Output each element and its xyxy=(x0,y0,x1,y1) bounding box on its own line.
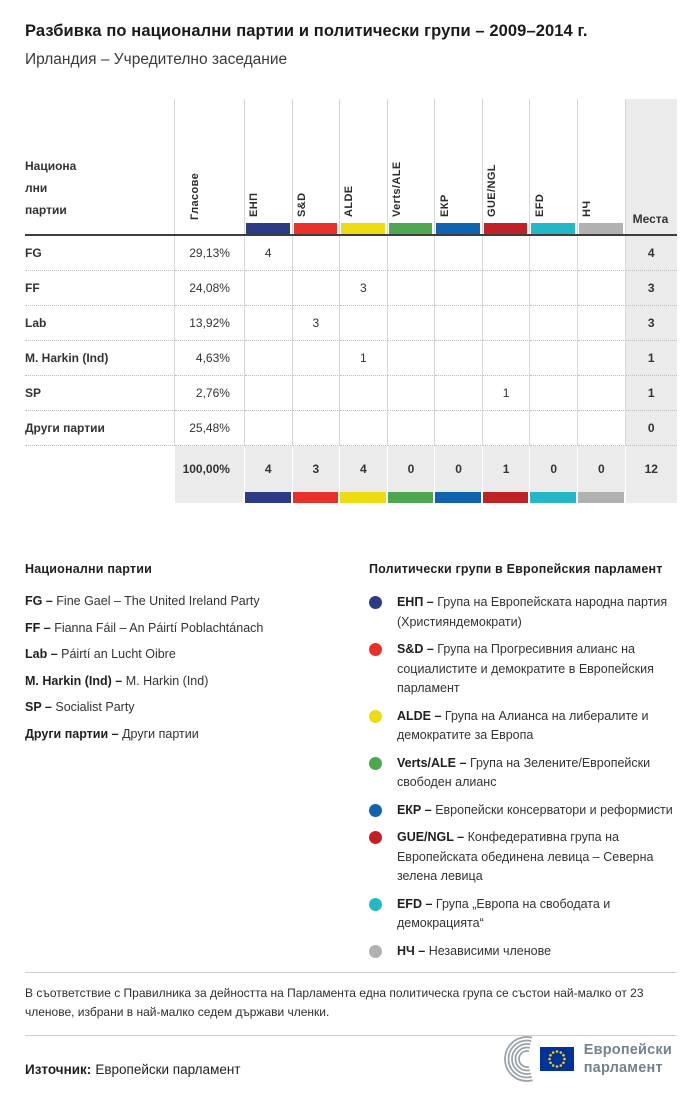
legend-party-item: FG – Fine Gael – The United Ireland Party xyxy=(25,594,260,608)
group-color-bar xyxy=(435,492,483,503)
total-votes-cell: 100,00% xyxy=(175,446,245,492)
table-row xyxy=(25,376,677,411)
legend-group-item: ALDE – Група на Алианса на либералите и демократите за Европа xyxy=(369,707,675,746)
votes-cell: 24,08% xyxy=(175,271,245,306)
legend-party-item: Lab – Páirtí an Lucht Oibre xyxy=(25,647,176,661)
header-group-nch: НЧ xyxy=(578,99,626,234)
legend-political-groups xyxy=(369,562,675,969)
seats-cell: 0 xyxy=(626,411,677,446)
group-color-bar xyxy=(483,492,531,503)
header-votes-label: Гласове xyxy=(189,172,202,220)
group-cell xyxy=(483,341,531,376)
group-cell xyxy=(388,271,436,306)
votes-cell: 29,13% xyxy=(175,236,245,271)
table-bottom-color-bars xyxy=(25,492,677,503)
group-color-bar xyxy=(484,223,528,234)
european-parliament-logo xyxy=(500,1034,672,1084)
legend-national-parties xyxy=(25,562,369,969)
header-group-ekr: ЕКР xyxy=(435,99,483,234)
group-color-dot xyxy=(369,757,382,770)
votes-cell: 4,63% xyxy=(175,341,245,376)
seats-cell: 1 xyxy=(626,376,677,411)
group-color-bar xyxy=(340,492,388,503)
table-total-row xyxy=(25,446,677,492)
group-cell xyxy=(578,411,626,446)
party-cell: FG xyxy=(25,236,175,271)
group-cell xyxy=(483,236,531,271)
header-votes xyxy=(175,99,245,234)
seats-cell: 1 xyxy=(626,341,677,376)
legend-group-item: GUE/NGL – Конфедеративна група на Европейската обединена левица – Северна зелена левица xyxy=(369,828,675,887)
group-cell xyxy=(578,271,626,306)
party-cell: FF xyxy=(25,271,175,306)
group-cell xyxy=(530,236,578,271)
header-national-parties-line: партии xyxy=(25,203,67,217)
group-color-dot xyxy=(369,898,382,911)
group-cell xyxy=(245,411,293,446)
ep-hemicycle-flag-icon xyxy=(500,1034,576,1084)
group-cell xyxy=(530,341,578,376)
legend-party-item: Други партии – Други партии xyxy=(25,726,199,741)
total-group-cell: 4 xyxy=(340,446,388,492)
group-cell: 3 xyxy=(340,271,388,306)
group-cell xyxy=(483,306,531,341)
total-group-cell: 0 xyxy=(530,446,578,492)
legend-group-item: EFD – Група „Европа на свободата и демокрацията“ xyxy=(369,895,675,934)
header-group-sd: S&D xyxy=(293,99,341,234)
group-cell xyxy=(340,411,388,446)
group-cell: 4 xyxy=(245,236,293,271)
legend-party-item: FF – Fianna Fáil – An Páirtí Poblachtánach xyxy=(25,620,264,635)
footnote-text: В съответствие с Правилника за дейността на Парламента една политическа група се състои най-малко от 23 членове, избрани в най-малко седем държави членки. xyxy=(25,986,644,1019)
footnote-section xyxy=(25,972,677,1036)
total-group-cell: 4 xyxy=(245,446,293,492)
seats-cell: 3 xyxy=(626,271,677,306)
votes-cell: 2,76% xyxy=(175,376,245,411)
group-color-dot xyxy=(369,945,382,958)
total-group-cell: 1 xyxy=(483,446,531,492)
group-color-dot xyxy=(369,596,382,609)
total-seats-cell: 12 xyxy=(626,446,677,492)
total-party-cell xyxy=(25,446,175,492)
group-cell xyxy=(578,376,626,411)
group-color-bar xyxy=(389,223,433,234)
group-cell xyxy=(293,341,341,376)
group-cell xyxy=(340,376,388,411)
group-cell: 1 xyxy=(340,341,388,376)
group-cell xyxy=(483,271,531,306)
group-color-dot xyxy=(369,710,382,723)
header-seats: Места xyxy=(626,99,677,234)
table-row xyxy=(25,271,677,306)
legend-group-item: ЕКР – Европейски консерватори и реформисти xyxy=(369,801,675,821)
group-cell xyxy=(388,411,436,446)
group-cell xyxy=(530,271,578,306)
total-group-cell: 3 xyxy=(293,446,341,492)
group-cell xyxy=(435,341,483,376)
seats-cell: 3 xyxy=(626,306,677,341)
group-cell xyxy=(435,306,483,341)
legend-group-item: Verts/ALE – Група на Зелените/Европейски свободен алианс xyxy=(369,754,675,793)
legend-party-item: SP – Socialist Party xyxy=(25,700,135,714)
group-cell xyxy=(293,411,341,446)
total-group-cell: 0 xyxy=(388,446,436,492)
legend-group-item: ЕНП – Група на Европейската народна партия (Християндемократи) xyxy=(369,593,675,632)
header-group-verts-ale: Verts/ALE xyxy=(388,99,436,234)
group-color-bar xyxy=(436,223,480,234)
group-cell xyxy=(293,376,341,411)
group-cell xyxy=(435,411,483,446)
group-color-dot xyxy=(369,804,382,817)
header-group-gue-ngl: GUE/NGL xyxy=(483,99,531,234)
group-color-bar xyxy=(293,492,341,503)
group-cell xyxy=(435,236,483,271)
group-color-bar xyxy=(531,223,575,234)
group-color-bar xyxy=(388,492,436,503)
group-color-bar xyxy=(246,223,290,234)
results-table xyxy=(25,99,677,503)
header-group-enp: ЕНП xyxy=(245,99,293,234)
group-color-bar xyxy=(341,223,385,234)
header-group-efd: EFD xyxy=(530,99,578,234)
group-color-bar xyxy=(579,223,623,234)
votes-cell: 13,92% xyxy=(175,306,245,341)
party-cell: Други партии xyxy=(25,411,175,446)
votes-cell: 25,48% xyxy=(175,411,245,446)
group-cell xyxy=(530,306,578,341)
legend-group-item: НЧ – Независими членове xyxy=(369,942,675,962)
group-cell xyxy=(388,376,436,411)
table-header-row xyxy=(25,99,677,236)
legend-party-item: M. Harkin (Ind) – M. Harkin (Ind) xyxy=(25,673,209,688)
group-cell xyxy=(388,341,436,376)
legend-group-item: S&D – Група на Прогресивния алианс на социалистите и демократите в Европейския парламент xyxy=(369,640,675,699)
group-cell xyxy=(578,236,626,271)
group-color-bar xyxy=(578,492,626,503)
group-color-dot xyxy=(369,643,382,656)
group-cell xyxy=(578,341,626,376)
party-cell: M. Harkin (Ind) xyxy=(25,341,175,376)
group-color-bar xyxy=(245,492,293,503)
party-cell: Lab xyxy=(25,306,175,341)
source-line xyxy=(25,1062,241,1077)
party-cell: SP xyxy=(25,376,175,411)
group-cell xyxy=(435,271,483,306)
group-cell xyxy=(293,271,341,306)
group-cell xyxy=(530,376,578,411)
table-row xyxy=(25,341,677,376)
group-cell: 3 xyxy=(293,306,341,341)
group-cell xyxy=(245,376,293,411)
header-national-parties-line: Национа xyxy=(25,159,77,173)
header-national-parties-line: лни xyxy=(25,181,48,195)
group-cell xyxy=(245,271,293,306)
group-cell xyxy=(245,341,293,376)
table-row xyxy=(25,236,677,271)
seats-cell: 4 xyxy=(626,236,677,271)
group-cell xyxy=(340,306,388,341)
source-label: Източник: xyxy=(25,1062,92,1077)
header-national-parties xyxy=(25,99,175,234)
group-color-dot xyxy=(369,831,382,844)
group-cell xyxy=(293,236,341,271)
group-cell xyxy=(435,376,483,411)
table-row xyxy=(25,411,677,446)
ep-logo-text: Европейски парламент xyxy=(583,1041,672,1076)
legend-parties-heading: Национални партии xyxy=(25,562,152,576)
group-cell xyxy=(483,411,531,446)
group-cell xyxy=(388,236,436,271)
page-subtitle: Ирландия – Учредително заседание xyxy=(25,51,288,68)
header-group-alde: ALDE xyxy=(340,99,388,234)
group-cell xyxy=(388,306,436,341)
group-cell xyxy=(530,411,578,446)
group-color-bar xyxy=(294,223,338,234)
table-row xyxy=(25,306,677,341)
source-value: Европейски парламент xyxy=(95,1062,241,1077)
total-group-cell: 0 xyxy=(435,446,483,492)
group-color-bar xyxy=(530,492,578,503)
total-group-cell: 0 xyxy=(578,446,626,492)
group-cell xyxy=(245,306,293,341)
legend-groups-heading: Политически групи в Европейския парламент xyxy=(368,562,663,576)
group-cell xyxy=(340,236,388,271)
group-cell xyxy=(578,306,626,341)
page-title: Разбивка по национални партии и политически групи – 2009–2014 г. xyxy=(25,22,588,40)
group-cell: 1 xyxy=(483,376,531,411)
